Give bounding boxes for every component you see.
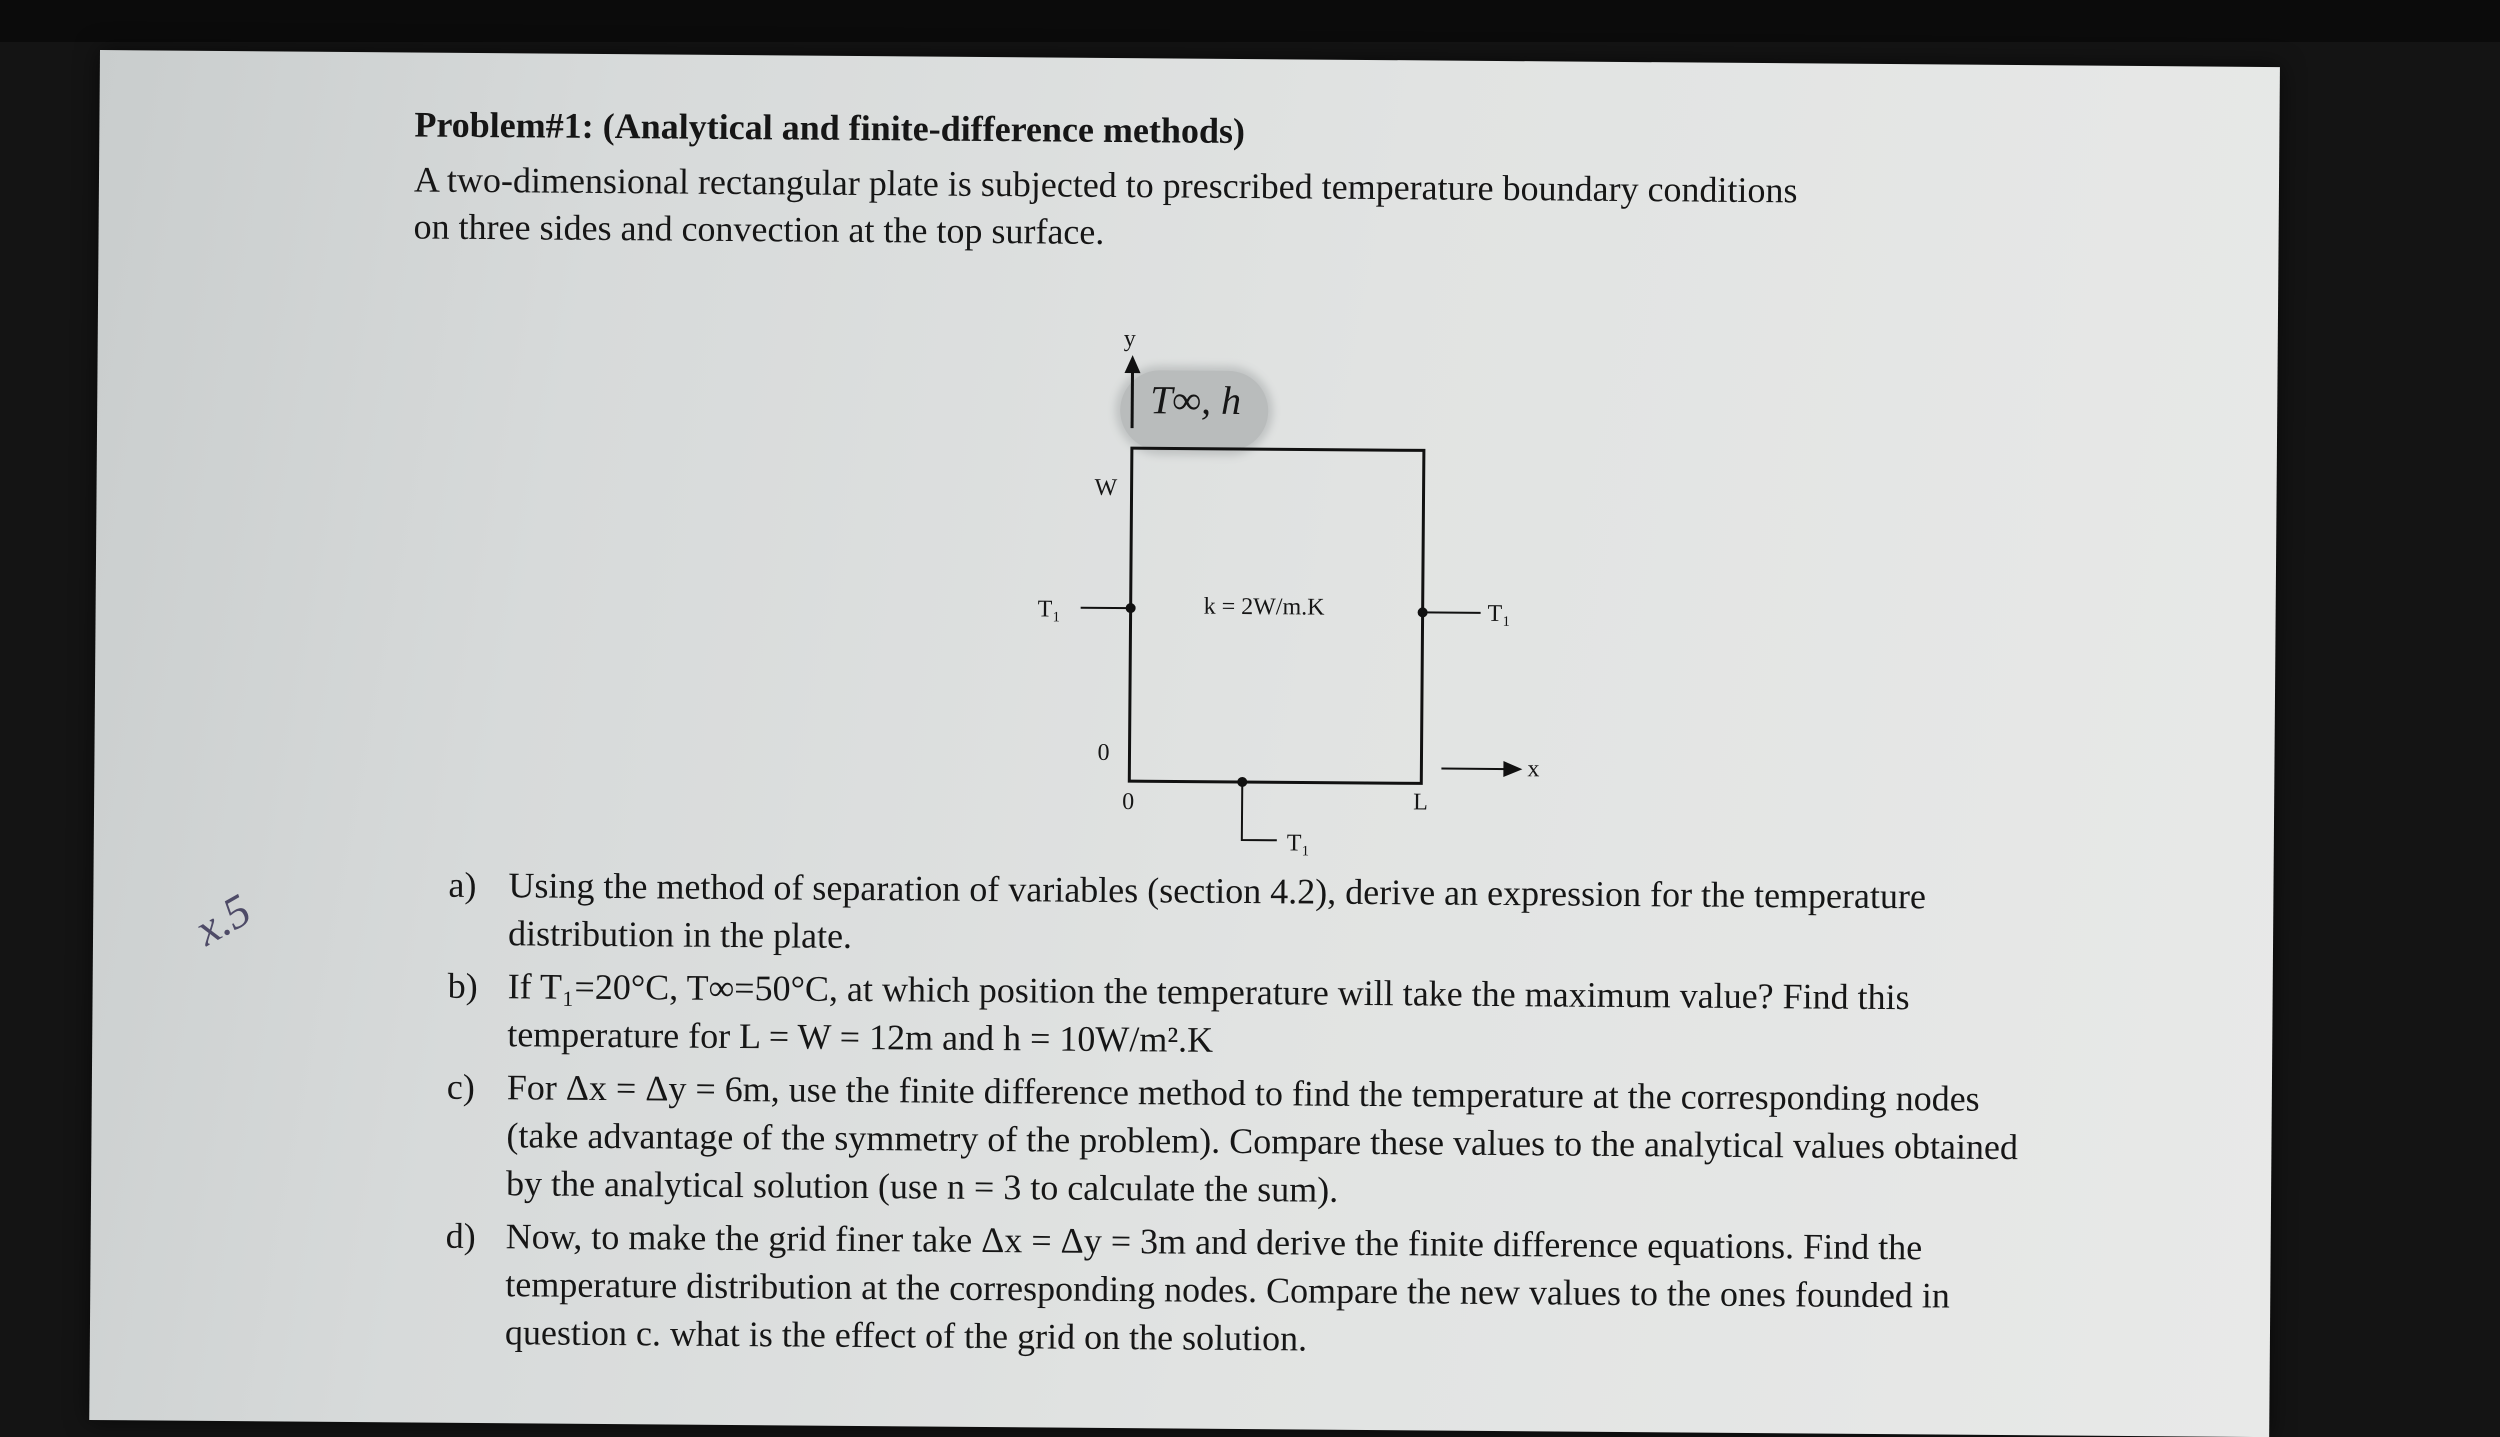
left-boundary-dot	[1126, 603, 1136, 613]
question-b-letter: b)	[447, 962, 477, 1010]
problem-content	[413, 102, 2114, 263]
question-c	[406, 1062, 2107, 1219]
plate-diagram	[409, 297, 1913, 869]
problem-title: Problem#1: (Analytical and finite-difference methods)	[414, 102, 2114, 159]
x-origin-label: 0	[1122, 789, 1134, 815]
y-axis-label: y	[1124, 326, 1136, 352]
paper-sheet	[89, 50, 2280, 1437]
problem-intro: A two-dimensional rectangular plate is subjected to prescribed temperature boundary conditions on three sides and convection at the top surface.	[413, 156, 1814, 261]
question-b-text: If T₁=20°C, T∞=50°C, at which position the temperature will take the maximum value? Find this temperature for L = W = 12m and h = 10W/m².K	[507, 962, 2028, 1070]
x-axis-label: x	[1527, 756, 1539, 782]
question-a-text: Using the method of separation of variables (section 4.2), derive an expression for the temperature distribution in the plate.	[508, 861, 2029, 969]
y-origin-label: 0	[1097, 740, 1109, 766]
bottom-boundary-label: T₁	[1287, 830, 1310, 856]
right-boundary-dot	[1418, 607, 1428, 617]
convection-label: T∞, h	[1150, 387, 1241, 414]
x-end-label: L	[1413, 789, 1428, 815]
top-left-label: W	[1094, 475, 1117, 501]
question-a	[408, 860, 2109, 969]
x-axis-arrow	[1441, 769, 1509, 770]
margin-pen-note: x.5	[186, 883, 260, 956]
y-axis-arrowhead	[1124, 355, 1140, 373]
question-b	[407, 961, 2108, 1070]
conductivity-label: k = 2W/m.K	[1204, 594, 1325, 621]
right-boundary-label: T₁	[1488, 601, 1511, 627]
question-list	[405, 860, 2109, 1373]
bottom-boundary-line	[1242, 782, 1277, 840]
left-boundary-label: T₁	[1038, 596, 1061, 622]
question-c-text: For Δx = Δy = 6m, use the finite difference method to find the temperature at the corresponding nodes (take advantage of the symmetry of the problem). Compare these values to the analytical values obtained by the analytical solution (use n = 3 to calculate the sum).	[506, 1063, 2027, 1219]
top-dark-band	[0, 0, 2500, 42]
question-d-letter: d)	[446, 1212, 476, 1260]
question-d	[405, 1211, 2106, 1368]
x-axis-arrowhead	[1503, 761, 1522, 777]
question-a-letter: a)	[448, 861, 476, 909]
question-d-text: Now, to make the grid finer take Δx = Δy = 3m and derive the finite difference equations. Find the temperature distribution at the corresponding nodes. Compare the new values to the ones founded in question c. what is the effect of the grid on the solution.	[505, 1212, 2026, 1368]
question-c-letter: c)	[447, 1063, 475, 1111]
